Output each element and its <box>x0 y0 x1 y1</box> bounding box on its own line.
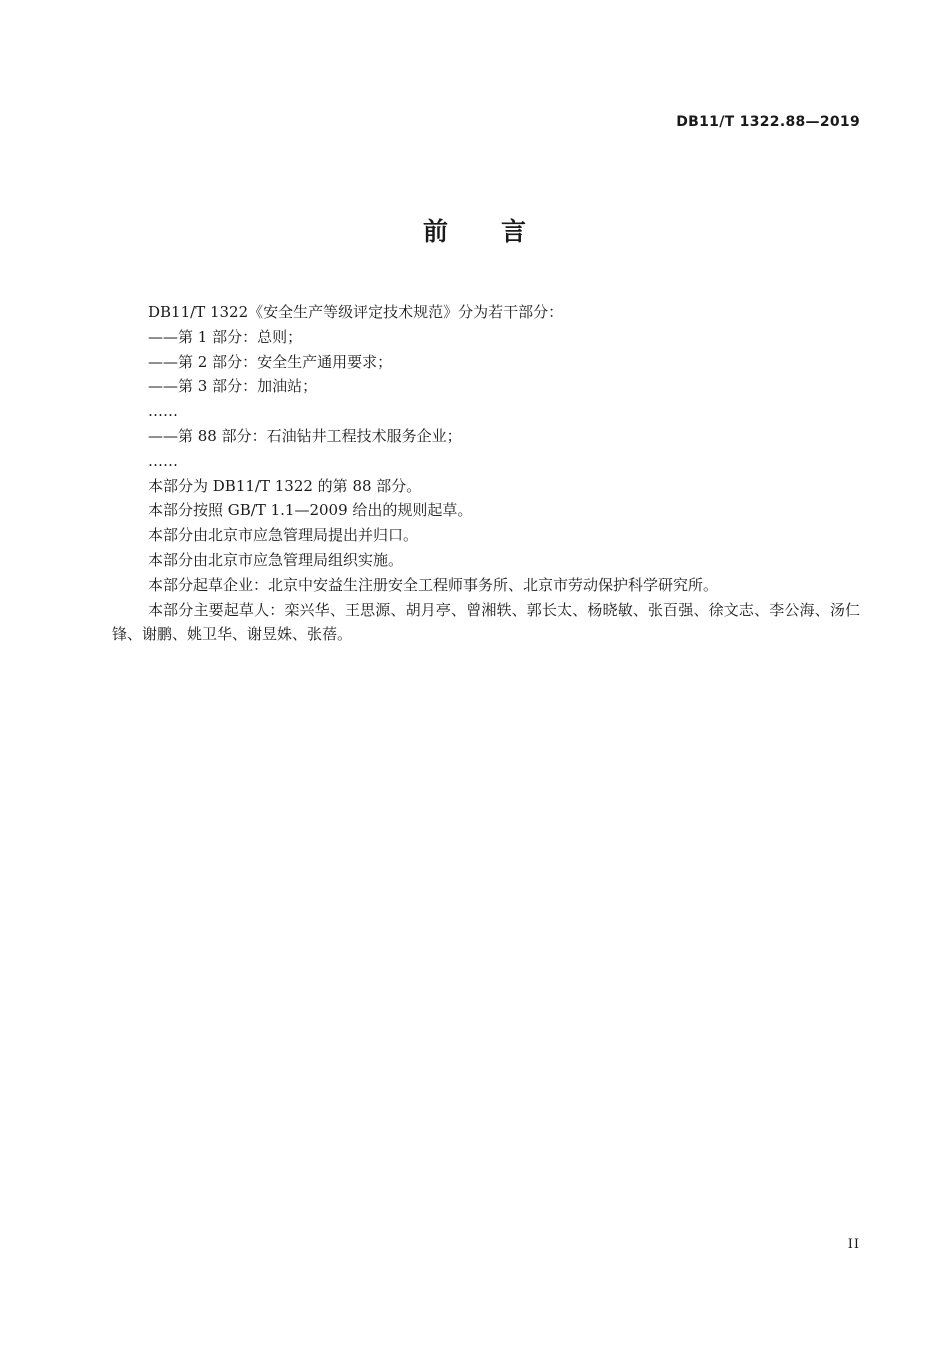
paragraph-drafting-organizations: 本部分起草企业：北京中安益生注册安全工程师事务所、北京市劳动保护科学研究所。 <box>148 575 719 594</box>
title-char-1: 前 <box>422 217 449 246</box>
paragraph-parts-intro: DB11/T 1322《安全生产等级评定技术规范》分为若干部分： <box>148 303 564 321</box>
paragraph-part-1: ——第 1 部分：总则； <box>148 327 303 346</box>
paragraph-drafting-rules: 本部分按照 GB/T 1.1—2009 给出的规则起草。 <box>148 501 473 520</box>
paragraph-part-2: ——第 2 部分：安全生产通用要求； <box>148 352 393 371</box>
paragraph-ellipsis-2: …… <box>148 451 178 470</box>
paragraph-ellipsis-1: …… <box>148 402 178 421</box>
document-code: DB11/T 1322.88—2019 <box>676 114 860 130</box>
paragraph-part-3: ——第 3 部分：加油站； <box>148 377 318 396</box>
page-number: II <box>847 1237 860 1252</box>
paragraph-implementer: 本部分由北京市应急管理局组织实施。 <box>148 550 404 569</box>
foreword-body <box>112 300 860 647</box>
page-title <box>0 212 950 248</box>
title-char-2: 言 <box>501 217 528 246</box>
paragraph-drafters: 本部分主要起草人：栾兴华、王思源、胡月亭、曾湘轶、郭长太、杨晓敏、张百强、徐文志、李公海、汤仁锋、谢鹏、姚卫华、谢昱姝、张蓓。 <box>112 600 860 644</box>
paragraph-proposer: 本部分由北京市应急管理局提出并归口。 <box>148 526 419 545</box>
paragraph-part-88: ——第 88 部分：石油钻井工程技术服务企业； <box>148 426 462 445</box>
paragraph-this-part: 本部分为 DB11/T 1322 的第 88 部分。 <box>148 476 422 495</box>
